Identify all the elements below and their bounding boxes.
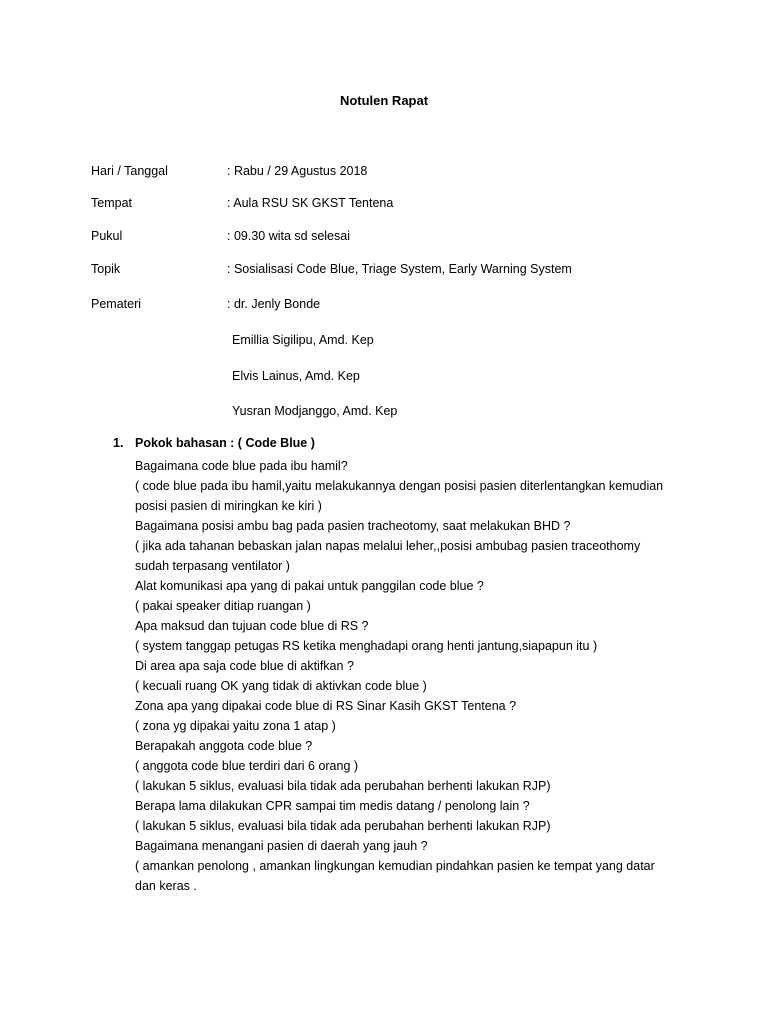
body-line: dan keras . — [135, 879, 197, 893]
body-line: Bagaimana posisi ambu bag pada pasien tracheotomy, saat melakukan BHD ? — [135, 519, 571, 533]
section-heading: Pokok bahasan : ( Code Blue ) — [135, 436, 315, 450]
body-line: Alat komunikasi apa yang di pakai untuk panggilan code blue ? — [135, 579, 484, 593]
body-line: ( code blue pada ibu hamil,yaitu melakukannya dengan posisi pasien diterlentangkan kemudian — [135, 479, 664, 493]
meta-label: Pemateri — [91, 297, 142, 311]
section-body — [135, 456, 695, 896]
meta-value: : Rabu / 29 Agustus 2018 — [227, 164, 368, 178]
body-line: Zona apa yang dipakai code blue di RS Sinar Kasih GKST Tentena ? — [135, 699, 517, 713]
body-line: ( kecuali ruang OK yang tidak di aktivkan code blue ) — [135, 679, 427, 693]
body-line: ( anggota code blue terdiri dari 6 orang ) — [135, 759, 359, 773]
body-line: ( system tanggap petugas RS ketika menghadapi orang henti jantung,siapapun itu ) — [135, 639, 598, 653]
meta-label: Pukul — [91, 229, 123, 243]
body-line: ( jika ada tahanan bebaskan jalan napas melalui leher,,posisi ambubag pasien traceothomy — [135, 539, 641, 553]
body-line: sudah terpasang ventilator ) — [135, 559, 290, 573]
body-line: ( pakai speaker ditiap ruangan ) — [135, 599, 311, 613]
meta-label: Topik — [91, 262, 121, 276]
meta-label: Hari / Tanggal — [91, 164, 168, 178]
meta-row-date — [91, 164, 711, 182]
body-line: Bagaimana menangani pasien di daerah yang jauh ? — [135, 839, 428, 853]
body-line: posisi pasien di miringkan ke kiri ) — [135, 499, 322, 513]
body-line: Berapakah anggota code blue ? — [135, 739, 313, 753]
body-line: Apa maksud dan tujuan code blue di RS ? — [135, 619, 369, 633]
meta-value: : dr. Jenly Bonde — [227, 297, 321, 311]
body-line: ( lakukan 5 siklus, evaluasi bila tidak ada perubahan berhenti lakukan RJP) — [135, 779, 551, 793]
meta-row-presenter — [91, 297, 711, 315]
meta-value: : Sosialisasi Code Blue, Triage System, Early Warning System — [227, 262, 572, 276]
meta-row-time — [91, 229, 711, 247]
body-line: ( amankan penolong , amankan lingkungan kemudian pindahkan pasien ke tempat yang datar — [135, 859, 655, 873]
presenter-name: Emillia Sigilipu, Amd. Kep — [232, 333, 374, 347]
body-line: ( zona yg dipakai yaitu zona 1 atap ) — [135, 719, 336, 733]
meta-value: : 09.30 wita sd selesai — [227, 229, 350, 243]
meta-row-topic — [91, 262, 711, 280]
body-line: Di area apa saja code blue di aktifkan ? — [135, 659, 354, 673]
presenter-name: Elvis Lainus, Amd. Kep — [232, 369, 360, 383]
body-line: Berapa lama dilakukan CPR sampai tim medis datang / penolong lain ? — [135, 799, 530, 813]
body-line: ( lakukan 5 siklus, evaluasi bila tidak ada perubahan berhenti lakukan RJP) — [135, 819, 551, 833]
presenter-name: Yusran Modjanggo, Amd. Kep — [232, 404, 398, 418]
document-title: Notulen Rapat — [339, 93, 429, 108]
section-number: 1. — [113, 436, 124, 450]
meta-value: : Aula RSU SK GKST Tentena — [227, 196, 394, 210]
body-line: Bagaimana code blue pada ibu hamil? — [135, 459, 348, 473]
meta-row-place — [91, 196, 711, 214]
meta-label: Tempat — [91, 196, 132, 210]
